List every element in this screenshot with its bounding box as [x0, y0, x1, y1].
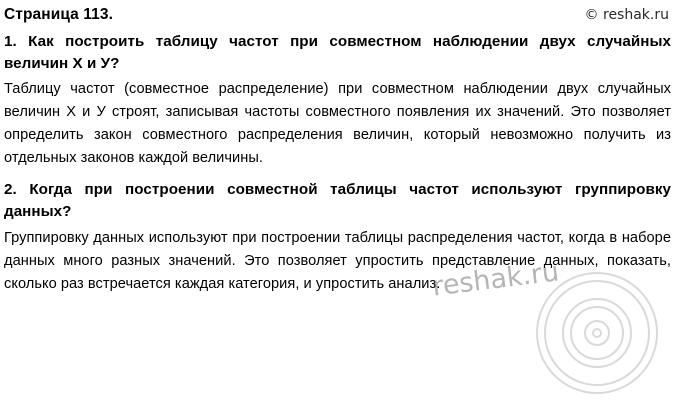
- answer-1: Таблицу частот (совместное распределение) при совместном наблюдении двух случайных величин X и У строят, записывая частоты совместного появления их значений. Это позволяет определить закон совместного распределения величин, который невозможно получить из отдельных законов каждой величины.: [4, 81, 671, 167]
- copyright-notice: © reshak.ru: [584, 7, 669, 23]
- watermark-text: reshak.ru: [430, 256, 561, 303]
- page-header: [4, 6, 671, 24]
- page-title: Страница 113.: [4, 6, 114, 23]
- question-1: 1. Как построить таблицу частот при совместном наблюдении двух случайных величин X и У?: [4, 33, 671, 72]
- question-2: 2. Когда при построении совместной таблицы частот используют группировку данных?: [4, 181, 671, 220]
- answer-2: Группировку данных используют при построении таблицы распределения частот, когда в наборе данных много разных значений. Это позволяет упростить представление данных, показать, сколько раз встречается каждая категория, и упростить анализ.: [4, 229, 671, 292]
